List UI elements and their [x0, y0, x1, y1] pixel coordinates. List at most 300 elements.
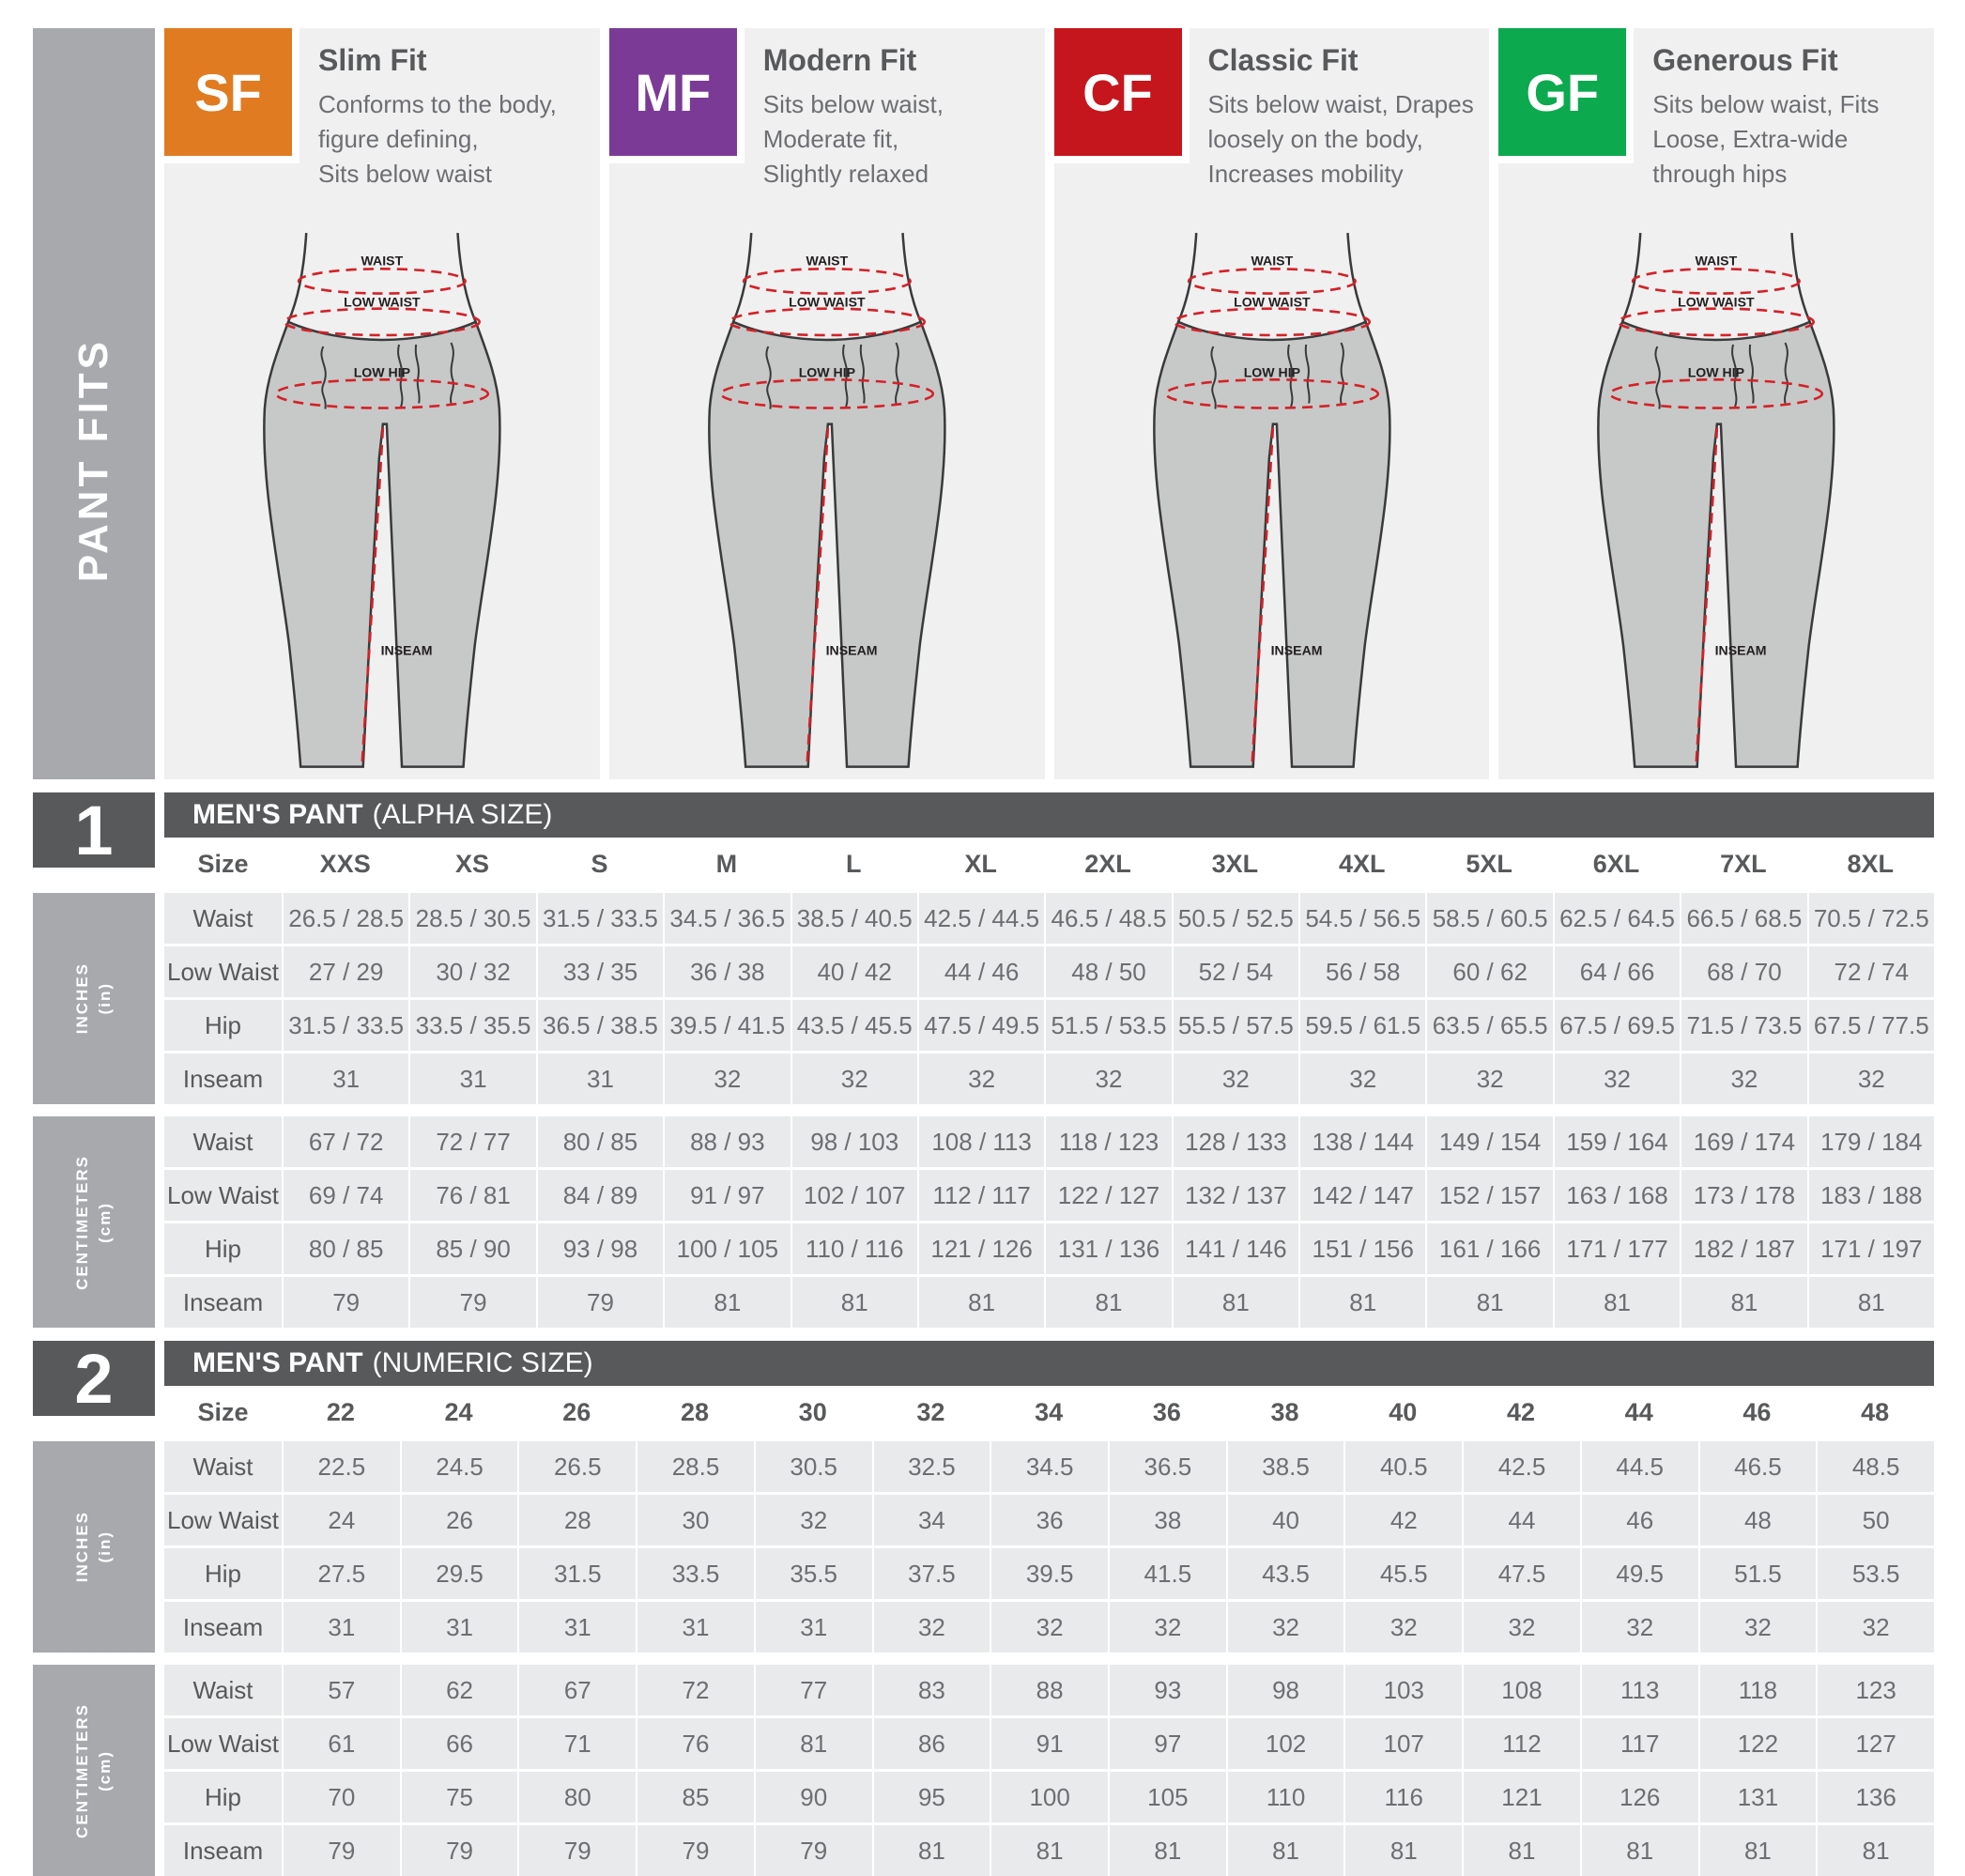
value-cell: 66.5 / 68.5: [1681, 893, 1806, 944]
unit-group-row: [33, 1665, 1934, 1876]
table-row: [164, 1116, 1934, 1167]
value-cell: 173 / 178: [1681, 1170, 1806, 1221]
unit-label: CENTIMETERS: [73, 1702, 91, 1838]
fit-description-line: Sits below waist, Fits: [1652, 90, 1880, 118]
value-cell: 79: [756, 1825, 872, 1876]
value-cell: 46.5: [1700, 1441, 1817, 1492]
value-cell: 132 / 137: [1174, 1170, 1298, 1221]
value-cell: 102: [1228, 1718, 1344, 1769]
value-cell: 32: [1818, 1602, 1934, 1653]
unit-group-row: [33, 1441, 1934, 1653]
row-label: Low Waist: [164, 1495, 282, 1545]
table-header-stack: [164, 1341, 1934, 1438]
value-cell: 72 / 77: [410, 1116, 535, 1167]
value-cell: 81: [874, 1825, 990, 1876]
value-cell: 81: [1427, 1277, 1552, 1328]
pant-silhouette: [709, 322, 944, 767]
diagram-label-inseam: INSEAM: [1714, 642, 1767, 658]
table-row: [164, 946, 1934, 997]
diagram-label-inseam: INSEAM: [380, 642, 433, 658]
value-cell: 37.5: [874, 1548, 990, 1599]
fit-description-line: figure defining,: [318, 124, 479, 153]
value-cell: 171 / 177: [1555, 1223, 1680, 1274]
value-cell: 110 / 116: [792, 1223, 917, 1274]
fit-description-line: Loose, Extra-wide: [1652, 124, 1849, 153]
unit-sublabel: (in): [96, 982, 114, 1015]
diagram-label-low-hip: LOW HIP: [1687, 364, 1745, 380]
size-table-2: [33, 1341, 1934, 1876]
measurement-rows: [164, 893, 1934, 1104]
value-cell: 183 / 188: [1809, 1170, 1934, 1221]
value-cell: 68 / 70: [1681, 946, 1806, 997]
size-header-cell: 5XL: [1466, 849, 1512, 878]
value-cell: 79: [402, 1825, 518, 1876]
value-cell: 31: [756, 1602, 872, 1653]
value-cell: 32: [1464, 1602, 1580, 1653]
sidebar-title: PANT FITS: [70, 337, 116, 583]
diagram-label-inseam: INSEAM: [825, 642, 878, 658]
fit-description-line: Increases mobility: [1207, 159, 1404, 188]
value-cell: 81: [1345, 1825, 1462, 1876]
value-cell: 32: [874, 1602, 990, 1653]
value-cell: 121 / 126: [919, 1223, 1044, 1274]
value-cell: 81: [1300, 1277, 1425, 1328]
size-header-cell: 38: [1270, 1397, 1299, 1426]
diagram-label-inseam: INSEAM: [1270, 642, 1323, 658]
unit-label-block: [33, 1665, 155, 1876]
value-cell: 42: [1345, 1495, 1462, 1545]
value-cell: 128 / 133: [1174, 1116, 1298, 1167]
unit-group-gap: [33, 1653, 1934, 1662]
value-cell: 36.5: [1110, 1441, 1226, 1492]
size-tables: [33, 779, 1934, 1876]
value-cell: 100: [991, 1772, 1108, 1822]
value-cell: 103: [1345, 1665, 1462, 1715]
fit-panels: [164, 28, 1934, 779]
size-header-cell: 2XL: [1084, 849, 1131, 878]
pant-silhouette: [1154, 322, 1389, 767]
value-cell: 110: [1228, 1772, 1344, 1822]
table-row: [164, 1170, 1934, 1221]
value-cell: 59.5 / 61.5: [1300, 1000, 1425, 1051]
value-cell: 61: [284, 1718, 400, 1769]
row-label: Low Waist: [164, 946, 282, 997]
value-cell: 85 / 90: [410, 1223, 535, 1274]
value-cell: 108: [1464, 1665, 1580, 1715]
value-cell: 22.5: [284, 1441, 400, 1492]
value-cell: 50: [1818, 1495, 1934, 1545]
value-cell: 171 / 197: [1809, 1223, 1934, 1274]
table-row: [164, 1718, 1934, 1769]
value-cell: 80 / 85: [538, 1116, 663, 1167]
row-label: Inseam: [164, 1825, 282, 1876]
value-cell: 112 / 117: [919, 1170, 1044, 1221]
value-cell: 36.5 / 38.5: [538, 1000, 663, 1051]
value-cell: 43.5: [1228, 1548, 1344, 1599]
value-cell: 30: [637, 1495, 754, 1545]
value-cell: 27 / 29: [284, 946, 408, 997]
size-header-cell: XL: [964, 849, 997, 878]
value-cell: 67 / 72: [284, 1116, 408, 1167]
value-cell: 32: [1582, 1602, 1698, 1653]
value-cell: 161 / 166: [1427, 1223, 1552, 1274]
size-header-cell: L: [845, 849, 862, 878]
diagram-label-low-hip: LOW HIP: [353, 364, 411, 380]
diagram-label-low-hip: LOW HIP: [1243, 364, 1300, 380]
value-cell: 26.5 / 28.5: [284, 893, 408, 944]
value-cell: 131: [1700, 1772, 1817, 1822]
fit-description-line: Conforms to the body,: [318, 90, 557, 118]
fit-header: [1498, 28, 1934, 227]
value-cell: 32: [1681, 1053, 1806, 1104]
value-cell: 88: [991, 1665, 1108, 1715]
value-cell: 31.5: [519, 1548, 636, 1599]
measurement-rows: [164, 1665, 1934, 1876]
fit-panel-gf: [1498, 28, 1934, 779]
size-header-cell: 7XL: [1720, 849, 1767, 878]
fit-description-line: Slightly relaxed: [762, 159, 929, 188]
size-header-cell: 8XL: [1847, 849, 1895, 878]
value-cell: 31: [284, 1053, 408, 1104]
value-cell: 32: [919, 1053, 1044, 1104]
value-cell: 28.5: [637, 1441, 754, 1492]
value-cell: 42.5 / 44.5: [919, 893, 1044, 944]
fit-header: [1054, 28, 1490, 227]
value-cell: 142 / 147: [1300, 1170, 1425, 1221]
value-cell: 42.5: [1464, 1441, 1580, 1492]
fit-diagram-area: [1498, 227, 1934, 779]
value-cell: 60 / 62: [1427, 946, 1552, 997]
value-cell: 31: [538, 1053, 663, 1104]
size-header-cell: 22: [326, 1397, 355, 1426]
size-header-label: Size: [197, 849, 249, 878]
value-cell: 136: [1818, 1772, 1934, 1822]
pant-diagram: [609, 227, 1045, 779]
table-row: [164, 1053, 1934, 1104]
value-cell: 72 / 74: [1809, 946, 1934, 997]
table-header-stack: [164, 792, 1934, 890]
fit-badge-cf: CF: [1054, 28, 1190, 163]
fit-badge-mf: MF: [609, 28, 745, 163]
table-row: [164, 1548, 1934, 1599]
row-label: Inseam: [164, 1602, 282, 1653]
value-cell: 105: [1110, 1772, 1226, 1822]
value-cell: 26: [402, 1495, 518, 1545]
value-cell: 67: [519, 1665, 636, 1715]
fit-title: Modern Fit: [762, 43, 917, 77]
value-cell: 81: [1464, 1825, 1580, 1876]
value-cell: 34.5 / 36.5: [665, 893, 790, 944]
value-cell: 81: [1228, 1825, 1344, 1876]
size-header-cell: S: [591, 849, 608, 878]
value-cell: 32: [1427, 1053, 1552, 1104]
value-cell: 47.5: [1464, 1548, 1580, 1599]
row-label: Low Waist: [164, 1170, 282, 1221]
value-cell: 118 / 123: [1046, 1116, 1171, 1167]
value-cell: 53.5: [1818, 1548, 1934, 1599]
value-cell: 141 / 146: [1174, 1223, 1298, 1274]
value-cell: 35.5: [756, 1548, 872, 1599]
size-header-cell: 36: [1152, 1397, 1181, 1426]
value-cell: 93: [1110, 1665, 1226, 1715]
fit-description-line: Moderate fit,: [762, 124, 899, 153]
value-cell: 70: [284, 1772, 400, 1822]
value-cell: 48 / 50: [1046, 946, 1171, 997]
diagram-label-low-waist: LOW WAIST: [344, 294, 421, 310]
size-header-cell: M: [715, 849, 738, 878]
fit-badge-gf: GF: [1498, 28, 1634, 163]
value-cell: 31: [410, 1053, 535, 1104]
diagram-label-low-hip: LOW HIP: [798, 364, 855, 380]
value-cell: 62.5 / 64.5: [1555, 893, 1680, 944]
value-cell: 54.5 / 56.5: [1300, 893, 1425, 944]
table-number-badge: 1: [33, 792, 155, 868]
value-cell: 57: [284, 1665, 400, 1715]
table-row: [164, 1772, 1934, 1822]
fit-panel-mf: [609, 28, 1045, 779]
value-cell: 81: [1555, 1277, 1680, 1328]
value-cell: 86: [874, 1718, 990, 1769]
value-cell: 67.5 / 77.5: [1809, 1000, 1934, 1051]
value-cell: 79: [284, 1825, 400, 1876]
value-cell: 81: [756, 1718, 872, 1769]
value-cell: 43.5 / 45.5: [792, 1000, 917, 1051]
value-cell: 81: [665, 1277, 790, 1328]
value-cell: 31.5 / 33.5: [284, 1000, 408, 1051]
value-cell: 102 / 107: [792, 1170, 917, 1221]
value-cell: 75: [402, 1772, 518, 1822]
value-cell: 31: [284, 1602, 400, 1653]
value-cell: 108 / 113: [919, 1116, 1044, 1167]
value-cell: 39.5: [991, 1548, 1108, 1599]
value-cell: 48: [1700, 1495, 1817, 1545]
diagram-label-low-waist: LOW WAIST: [1233, 294, 1311, 310]
value-cell: 97: [1110, 1718, 1226, 1769]
pant-diagram: [1054, 227, 1490, 779]
size-header-cell: 32: [916, 1397, 945, 1426]
value-cell: 100 / 105: [665, 1223, 790, 1274]
row-label: Low Waist: [164, 1718, 282, 1769]
diagram-label-waist: WAIST: [806, 253, 848, 269]
value-cell: 107: [1345, 1718, 1462, 1769]
table-row: [164, 1277, 1934, 1328]
value-cell: 81: [1174, 1277, 1298, 1328]
fit-badge-sf: SF: [164, 28, 299, 163]
value-cell: 40 / 42: [792, 946, 917, 997]
value-cell: 122: [1700, 1718, 1817, 1769]
value-cell: 76 / 81: [410, 1170, 535, 1221]
value-cell: 66: [402, 1718, 518, 1769]
value-cell: 83: [874, 1665, 990, 1715]
value-cell: 81: [1046, 1277, 1171, 1328]
value-cell: 33 / 35: [538, 946, 663, 997]
value-cell: 98 / 103: [792, 1116, 917, 1167]
unit-label: INCHES: [73, 962, 91, 1035]
table-row: [164, 1000, 1934, 1051]
value-cell: 38.5 / 40.5: [792, 893, 917, 944]
table-title-bar: [164, 792, 1934, 838]
value-cell: 77: [756, 1665, 872, 1715]
value-cell: 81: [991, 1825, 1108, 1876]
unit-sublabel: (cm): [96, 1201, 114, 1243]
value-cell: 32: [665, 1053, 790, 1104]
value-cell: 159 / 164: [1555, 1116, 1680, 1167]
value-cell: 38.5: [1228, 1441, 1344, 1492]
row-label: Waist: [164, 1665, 282, 1715]
table-number-badge: 2: [33, 1341, 155, 1416]
fit-description-line: through hips: [1652, 159, 1788, 188]
value-cell: 38: [1110, 1495, 1226, 1545]
fit-title: Generous Fit: [1652, 43, 1838, 77]
value-cell: 182 / 187: [1681, 1223, 1806, 1274]
value-cell: 50.5 / 52.5: [1174, 893, 1298, 944]
table-row: [164, 1602, 1934, 1653]
value-cell: 33.5: [637, 1548, 754, 1599]
size-header-cell: XXS: [319, 849, 371, 878]
value-cell: 46.5 / 48.5: [1046, 893, 1171, 944]
table-row: [164, 1495, 1934, 1545]
value-cell: 32: [1174, 1053, 1298, 1104]
value-cell: 31: [519, 1602, 636, 1653]
value-cell: 56 / 58: [1300, 946, 1425, 997]
value-cell: 29.5: [402, 1548, 518, 1599]
fit-diagram-area: [609, 227, 1045, 779]
table-row: [164, 1665, 1934, 1715]
fit-panel-sf: [164, 28, 600, 779]
value-cell: 81: [1681, 1277, 1806, 1328]
value-cell: 58.5 / 60.5: [1427, 893, 1552, 944]
size-header-label: Size: [197, 1397, 249, 1426]
unit-label-block: [33, 1441, 155, 1653]
table-title-bold: MEN'S PANT: [192, 1347, 363, 1378]
value-cell: 32.5: [874, 1441, 990, 1492]
size-header-cell: 46: [1742, 1397, 1772, 1426]
value-cell: 51.5: [1700, 1548, 1817, 1599]
value-cell: 36: [991, 1495, 1108, 1545]
fit-description-line: Sits below waist: [318, 159, 492, 188]
table-header-row: [33, 1341, 1934, 1438]
fit-diagram-area: [1054, 227, 1490, 779]
value-cell: 32: [792, 1053, 917, 1104]
row-label: Inseam: [164, 1053, 282, 1104]
row-label: Hip: [164, 1772, 282, 1822]
value-cell: 32: [1300, 1053, 1425, 1104]
row-label: Waist: [164, 1116, 282, 1167]
value-cell: 113: [1582, 1665, 1698, 1715]
value-cell: 30.5: [756, 1441, 872, 1492]
value-cell: 40.5: [1345, 1441, 1462, 1492]
fit-text-block: [745, 28, 955, 192]
size-header-cell: 26: [562, 1397, 591, 1426]
value-cell: 112: [1464, 1718, 1580, 1769]
value-cell: 32: [1046, 1053, 1171, 1104]
value-cell: 28: [519, 1495, 636, 1545]
size-header-cell: 40: [1389, 1397, 1418, 1426]
diagram-label-low-waist: LOW WAIST: [1678, 294, 1755, 310]
diagram-label-waist: WAIST: [1695, 253, 1738, 269]
value-cell: 81: [1582, 1825, 1698, 1876]
value-cell: 70.5 / 72.5: [1809, 893, 1934, 944]
pant-silhouette: [264, 322, 499, 767]
size-header-cell: 6XL: [1592, 849, 1640, 878]
value-cell: 91 / 97: [665, 1170, 790, 1221]
value-cell: 98: [1228, 1665, 1344, 1715]
row-label: Hip: [164, 1548, 282, 1599]
value-cell: 31: [637, 1602, 754, 1653]
value-cell: 81: [1818, 1825, 1934, 1876]
pant-diagram: [164, 227, 600, 779]
pant-silhouette: [1599, 322, 1835, 767]
value-cell: 32: [1228, 1602, 1344, 1653]
value-cell: 32: [991, 1602, 1108, 1653]
value-cell: 62: [402, 1665, 518, 1715]
fit-description-line: Sits below waist, Drapes: [1207, 90, 1474, 118]
value-cell: 79: [284, 1277, 408, 1328]
unit-group-row: [33, 893, 1934, 1104]
value-cell: 179 / 184: [1809, 1116, 1934, 1167]
value-cell: 69 / 74: [284, 1170, 408, 1221]
row-label: Hip: [164, 1000, 282, 1051]
value-cell: 126: [1582, 1772, 1698, 1822]
value-cell: 26.5: [519, 1441, 636, 1492]
value-cell: 116: [1345, 1772, 1462, 1822]
value-cell: 55.5 / 57.5: [1174, 1000, 1298, 1051]
size-header-row: [164, 1386, 1934, 1438]
size-header-cell: 48: [1861, 1397, 1890, 1426]
value-cell: 79: [538, 1277, 663, 1328]
table-title-bar: [164, 1341, 1934, 1386]
value-cell: 93 / 98: [538, 1223, 663, 1274]
unit-group-row: [33, 1116, 1934, 1328]
table-title-regular: (NUMERIC SIZE): [372, 1347, 593, 1378]
measurement-rows: [164, 1441, 1934, 1653]
value-cell: 79: [410, 1277, 535, 1328]
fits-section: [33, 28, 1934, 779]
value-cell: 117: [1582, 1718, 1698, 1769]
fit-text-block: [1190, 28, 1485, 192]
unit-label: INCHES: [73, 1511, 91, 1583]
table-row: [164, 893, 1934, 944]
value-cell: 79: [519, 1825, 636, 1876]
value-cell: 36 / 38: [665, 946, 790, 997]
size-header-cell: 3XL: [1211, 849, 1259, 878]
row-label: Waist: [164, 893, 282, 944]
fit-panel-cf: [1054, 28, 1490, 779]
value-cell: 32: [1809, 1053, 1934, 1104]
row-label: Inseam: [164, 1277, 282, 1328]
value-cell: 28.5 / 30.5: [410, 893, 535, 944]
value-cell: 80: [519, 1772, 636, 1822]
value-cell: 67.5 / 69.5: [1555, 1000, 1680, 1051]
value-cell: 52 / 54: [1174, 946, 1298, 997]
size-header-cell: 30: [798, 1397, 827, 1426]
row-label: Hip: [164, 1223, 282, 1274]
unit-group-gap: [33, 1104, 1934, 1114]
value-cell: 30 / 32: [410, 946, 535, 997]
fit-title: Classic Fit: [1207, 43, 1359, 77]
value-cell: 27.5: [284, 1548, 400, 1599]
table-row: [164, 1441, 1934, 1492]
diagram-label-waist: WAIST: [1251, 253, 1293, 269]
measurement-rows: [164, 1116, 1934, 1328]
fit-description-line: Sits below waist,: [762, 90, 944, 118]
value-cell: 64 / 66: [1555, 946, 1680, 997]
fit-header: [609, 28, 1045, 227]
value-cell: 76: [637, 1718, 754, 1769]
value-cell: 47.5 / 49.5: [919, 1000, 1044, 1051]
value-cell: 95: [874, 1772, 990, 1822]
size-header-cell: 34: [1035, 1397, 1064, 1426]
